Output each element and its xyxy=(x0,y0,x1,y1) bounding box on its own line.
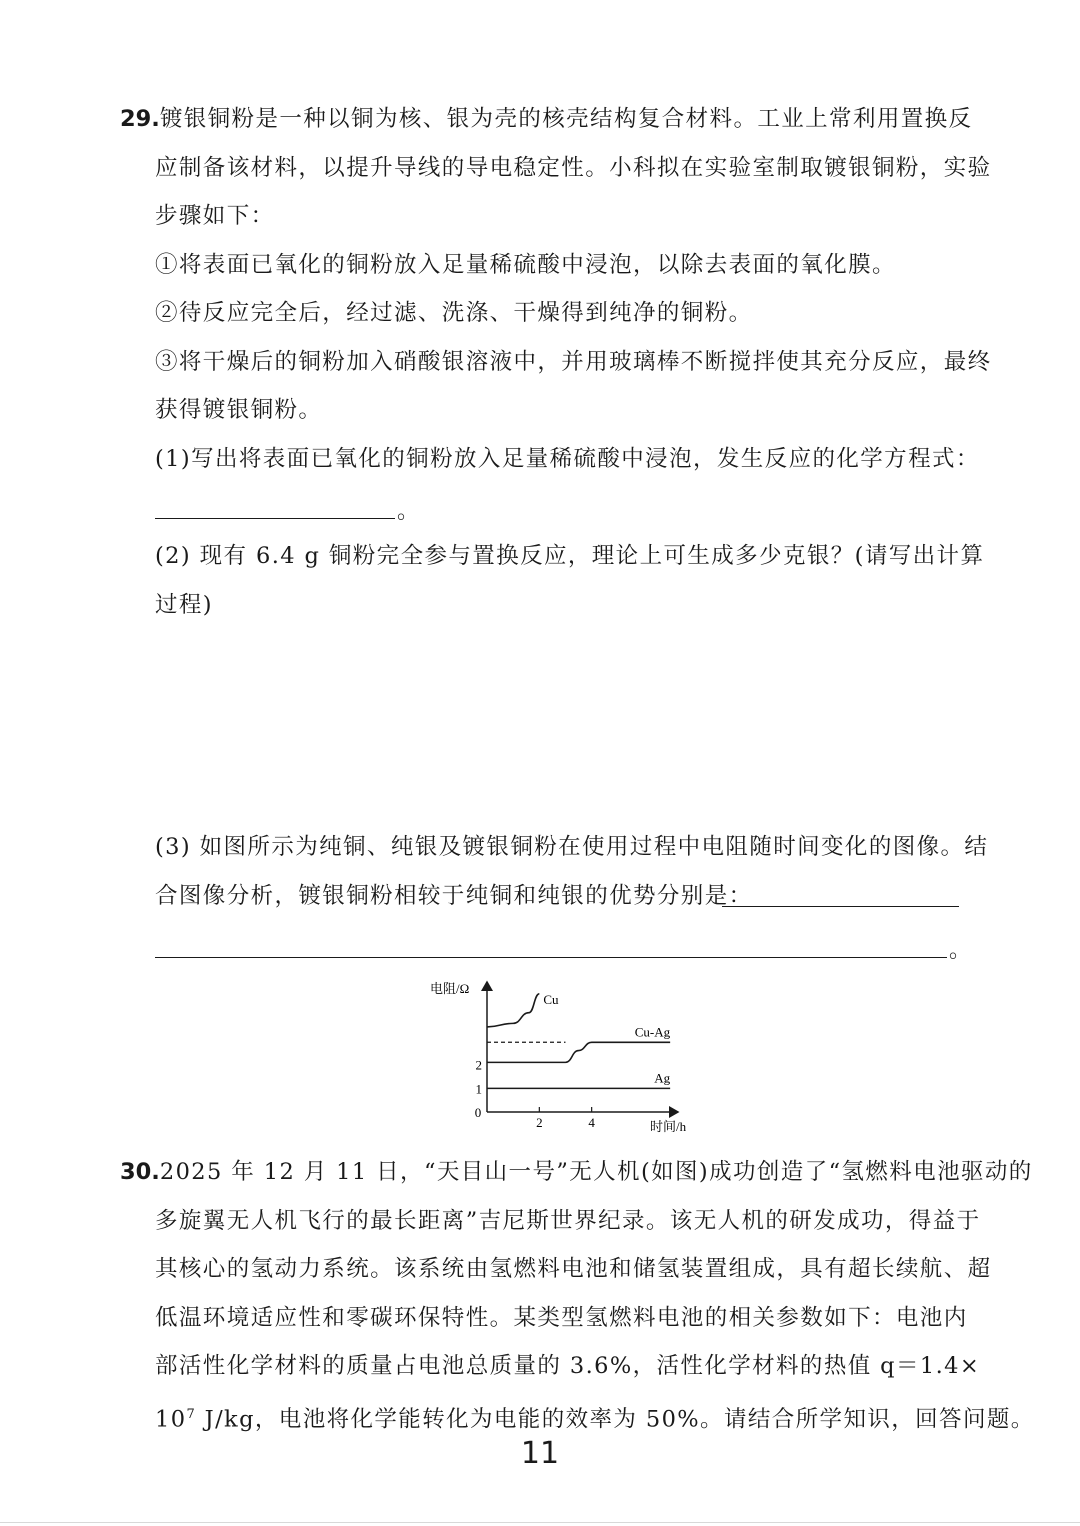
q29-sub1-end: 。 xyxy=(397,499,420,524)
x-axis-label: 时间/h xyxy=(650,1119,687,1134)
q29-step-3-cont: 获得镀银铜粉。 xyxy=(155,397,323,423)
q30-line-6-rest: J/kg，电池将化学能转化为电能的效率为 50%。请结合所学知识，回答问题。 xyxy=(196,1406,1035,1433)
series-label-ag: Ag xyxy=(654,1070,671,1086)
q30-line-4: 低温环境适应性和零碳环保特性。某类型氢燃料电池的相关参数如下：电池内 xyxy=(155,1305,968,1331)
q29-intro-2: 应制备该材料，以提升导线的导电稳定性。小科拟在实验室制取镀银铜粉，实验 xyxy=(155,155,992,181)
y-tick-label-2: 2 xyxy=(475,1057,482,1073)
q30-line-3: 其核心的氢动力系统。该系统由氢燃料电池和储氢装置组成，具有超长续航、超 xyxy=(155,1256,992,1282)
bottom-edge-rule xyxy=(0,1522,1080,1523)
q29-step-3: ③将干燥后的铜粉加入硝酸银溶液中，并用玻璃棒不断搅拌使其充分反应，最终 xyxy=(155,349,992,375)
origin-label: 0 xyxy=(474,1105,482,1120)
q29-number: 29. xyxy=(120,106,160,132)
q29-sub3-line-2: 合图像分析，镀银铜粉相较于纯铜和纯银的优势分别是： xyxy=(155,883,753,909)
q29-intro-3: 步骤如下： xyxy=(155,203,275,229)
q30-power-base: 10 xyxy=(155,1406,187,1433)
series-label-cu-ag: Cu-Ag xyxy=(634,1024,671,1040)
q29-intro-1: 镀银铜粉是一种以铜为核、银为壳的核壳结构复合材料。工业上常利用置换反 xyxy=(159,106,973,132)
q29-line-1 xyxy=(120,104,972,134)
q29-sub1: (1)写出将表面已氧化的铜粉放入足量稀硫酸中浸泡，发生反应的化学方程式： xyxy=(155,446,980,472)
q29-sub2-line-2: 过程) xyxy=(155,592,213,618)
q29-sub3-answer-line-2 xyxy=(155,957,947,958)
q29-sub2-line-1: (2) 现有 6.4 g 铜粉完全参与置换反应，理论上可生成多少克银？(请写出计算 xyxy=(155,543,985,569)
q30-line-1 xyxy=(120,1157,1033,1187)
q30-line-5: 部活性化学材料的质量占电池总质量的 3.6%，活性化学材料的热值 q＝1.4× xyxy=(155,1353,981,1379)
x-tick-label-2: 2 xyxy=(536,1115,543,1130)
series-line-cu xyxy=(487,994,539,1027)
y-tick-label-1: 1 xyxy=(475,1081,482,1097)
q30-number: 30. xyxy=(120,1159,160,1185)
q29-sub3-end: 。 xyxy=(949,938,972,963)
x-tick-label-4: 4 xyxy=(588,1115,595,1130)
page-number: 11 xyxy=(520,1436,560,1471)
q30-power-exponent: 7 xyxy=(186,1407,197,1422)
q30-text-1: 2025 年 12 月 11 日，“天目山一号”无人机(如图)成功创造了“氢燃料电池驱动的 xyxy=(159,1159,1033,1185)
q29-step-1: ①将表面已氧化的铜粉放入足量稀硫酸中浸泡，以除去表面的氧化膜。 xyxy=(155,252,896,278)
series-label-cu: Cu xyxy=(543,991,559,1007)
y-axis-label: 电阻/Ω xyxy=(430,981,470,996)
resistance-time-chart xyxy=(410,968,710,1138)
q30-line-2: 多旋翼无人机飞行的最长距离”吉尼斯世界纪录。该无人机的研发成功，得益于 xyxy=(155,1208,981,1234)
series-line-cu-ag xyxy=(487,1042,670,1062)
q29-sub1-answer-line xyxy=(155,518,395,519)
q30-line-6 xyxy=(155,1400,1035,1435)
q29-step-2: ②待反应完全后，经过滤、洗涤、干燥得到纯净的铜粉。 xyxy=(155,300,753,326)
q29-sub3-answer-line-1 xyxy=(722,906,959,907)
q29-sub3-line-1: (3) 如图所示为纯铜、纯银及镀银铜粉在使用过程中电阻随时间变化的图像。结 xyxy=(155,834,989,860)
